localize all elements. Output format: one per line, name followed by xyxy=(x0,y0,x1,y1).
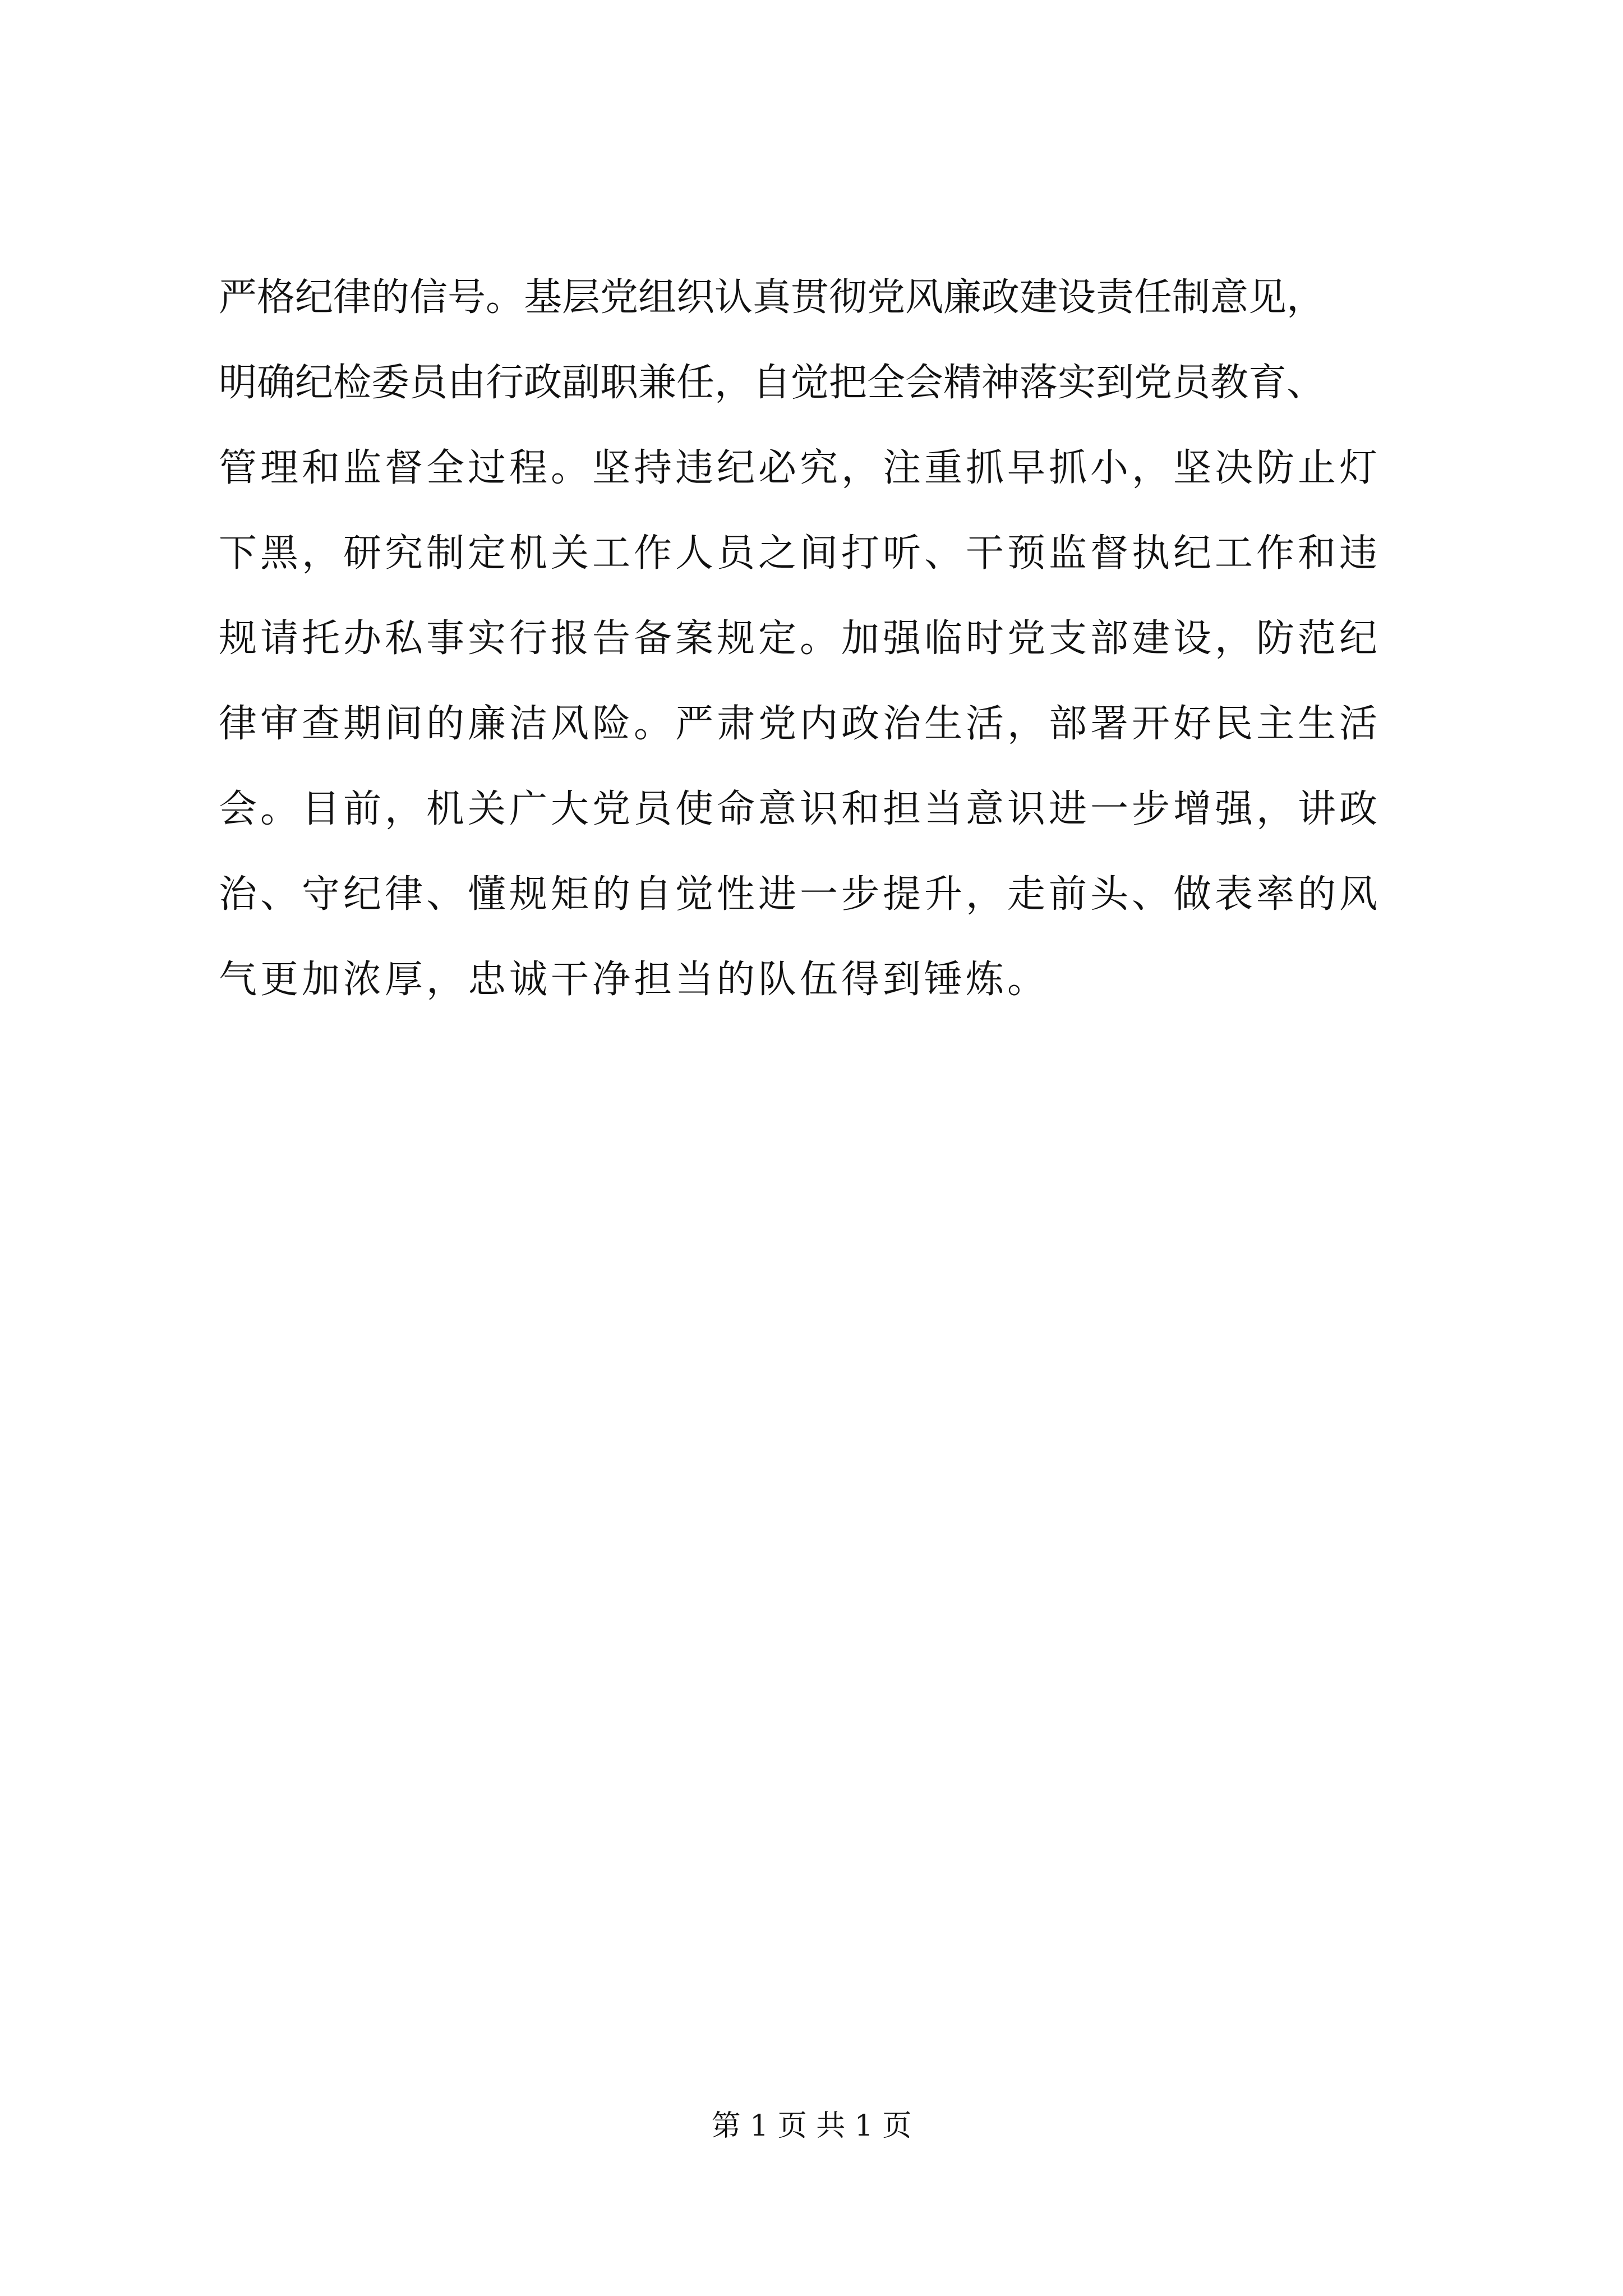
text-line: 下黑，研究制定机关工作人员之间打听、干预监督执纪工作和违 xyxy=(219,531,1381,576)
text-line: 会。目前，机关广大党员使命意识和担当意识进一步增强，讲政 xyxy=(219,787,1381,831)
text-line: 治、守纪律、懂规矩的自觉性进一步提升，走前头、做表率的风 xyxy=(219,872,1381,917)
text-line: 明确纪检委员由行政副职兼任，自觉把全会精神落实到党员教育、 xyxy=(219,361,1325,405)
text-line: 管理和监督全过程。坚持违纪必究，注重抓早抓小，坚决防止灯 xyxy=(219,446,1381,490)
body-paragraph xyxy=(219,255,1509,1023)
text-line: 气更加浓厚，忠诚干净担当的队伍得到锤炼。 xyxy=(219,958,1049,1002)
page-number-footer: 第 1 页 共 1 页 xyxy=(711,2109,912,2143)
text-line: 规请托办私事实行报告备案规定。加强临时党支部建设，防范纪 xyxy=(219,616,1381,661)
text-line: 律审查期间的廉洁风险。严肃党内政治生活，部署开好民主生活 xyxy=(219,702,1381,746)
text-line: 严格纪律的信号。基层党组织认真贯彻党风廉政建设责任制意见， xyxy=(219,275,1325,320)
